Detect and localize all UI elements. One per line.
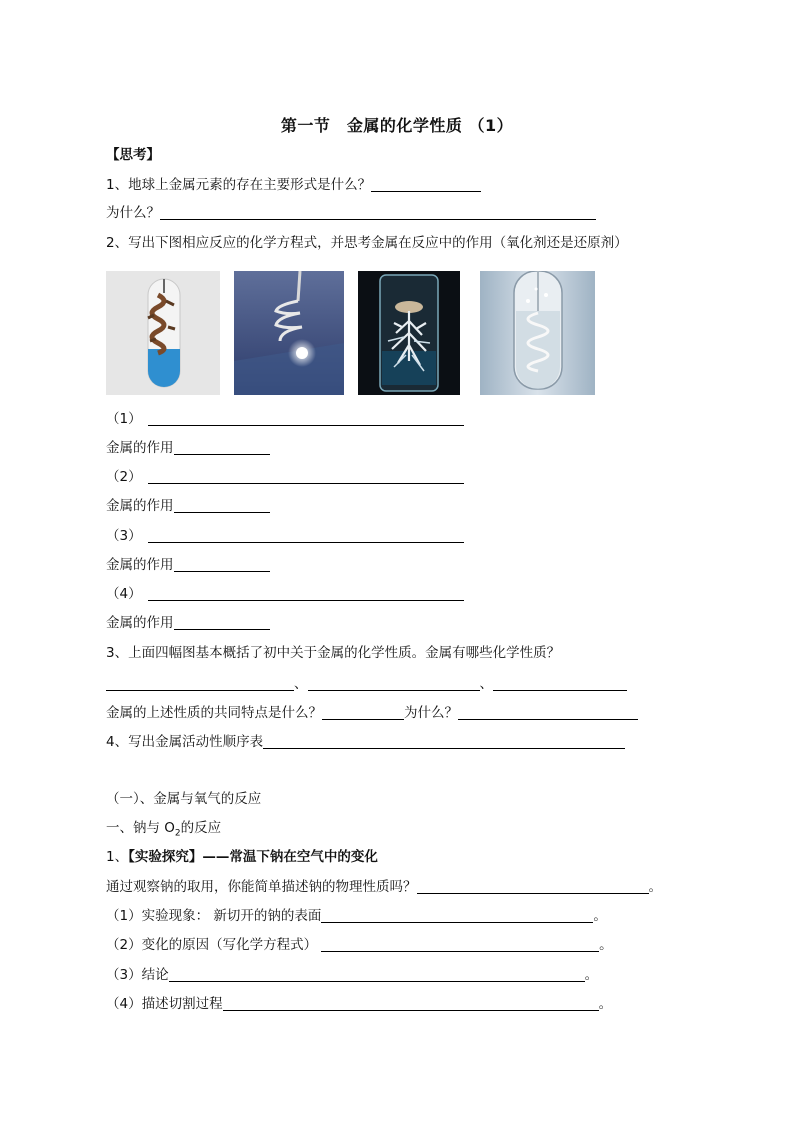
equation-blank[interactable] — [148, 528, 464, 543]
question-3: 3、上面四幅图基本概括了初中关于金属的化学性质。金属有哪些化学性质？ — [106, 645, 561, 661]
reaction-1 — [106, 410, 464, 428]
separator: 、 — [294, 676, 308, 692]
property-blank[interactable] — [106, 676, 294, 691]
equation-blank[interactable] — [148, 586, 464, 601]
page-title: 第一节 金属的化学性质 （1） — [280, 116, 514, 135]
observe-question — [106, 878, 662, 896]
exp-item-label: （3）结论 — [106, 967, 169, 983]
role-blank[interactable] — [174, 557, 270, 572]
answer-blank[interactable] — [223, 996, 599, 1011]
answer-blank[interactable] — [371, 177, 481, 192]
property-blank[interactable] — [308, 676, 480, 691]
role-blank[interactable] — [174, 498, 270, 513]
question-1 — [106, 176, 481, 194]
exp-item-label: （1）实验现象： 新切开的钠的表面 — [106, 908, 322, 924]
period: 。 — [599, 937, 613, 953]
period: 。 — [648, 879, 662, 895]
question-1-why — [106, 204, 596, 222]
reaction-4-role — [106, 614, 270, 632]
question-4-text: 4、写出金属活动性顺序表 — [106, 734, 264, 750]
reaction-number: （3） — [106, 528, 142, 544]
exp-item-2 — [106, 936, 613, 954]
equation-blank[interactable] — [148, 469, 464, 484]
exp-item-label: （2）变化的原因（写化学方程式） — [106, 937, 318, 953]
period: 。 — [593, 908, 607, 924]
metal-role-label: 金属的作用 — [106, 498, 174, 514]
exp-item-3 — [106, 966, 598, 984]
think-heading: 【思考】 — [106, 147, 160, 163]
experiment-heading — [106, 848, 378, 866]
answer-blank[interactable] — [321, 937, 599, 952]
subsection-heading — [106, 819, 221, 843]
property-blank[interactable] — [493, 676, 627, 691]
exp-item-1 — [106, 907, 607, 925]
metal-dendrite-crystal-photo — [358, 271, 460, 395]
subsection-prefix: 一、钠与 O — [106, 820, 175, 836]
why-text: 为什么？ — [404, 705, 458, 721]
reaction-number: （2） — [106, 469, 142, 485]
reaction-number: （1） — [106, 411, 142, 427]
period: 。 — [598, 996, 613, 1012]
reaction-2-role — [106, 497, 270, 515]
exp-item-label: （4）描述切割过程 — [106, 996, 223, 1012]
question-3-common — [106, 704, 638, 722]
answer-blank[interactable] — [263, 734, 625, 749]
answer-blank[interactable] — [169, 967, 585, 982]
question-4 — [106, 733, 625, 751]
role-blank[interactable] — [174, 615, 270, 630]
question-3-answers — [106, 675, 627, 693]
reaction-number: （4） — [106, 586, 142, 602]
reaction-4 — [106, 585, 464, 603]
reaction-3 — [106, 527, 464, 545]
observe-text: 通过观察钠的取用，你能简单描述钠的物理性质吗？ — [106, 879, 417, 895]
coil-in-test-tube-photo — [480, 271, 595, 395]
answer-blank[interactable] — [321, 908, 593, 923]
answer-blank[interactable] — [322, 705, 404, 720]
subscript-2: 2 — [174, 828, 181, 839]
separator: 、 — [479, 676, 493, 692]
experiment-prefix: 1、 — [106, 849, 129, 865]
common-feature-text: 金属的上述性质的共同特点是什么？ — [106, 705, 322, 721]
experiment-title: ——常温下钠在空气中的变化 — [202, 849, 378, 865]
exp-item-4 — [106, 995, 612, 1013]
period: 。 — [584, 967, 599, 983]
subsection-suffix: 的反应 — [180, 820, 222, 836]
section-heading: （一）、金属与氧气的反应 — [106, 791, 262, 807]
metal-role-label: 金属的作用 — [106, 557, 174, 573]
answer-blank[interactable] — [417, 879, 649, 894]
role-blank[interactable] — [174, 440, 270, 455]
copper-wire-in-solution-photo — [106, 271, 220, 395]
reaction-2 — [106, 468, 464, 486]
equation-blank[interactable] — [148, 411, 464, 426]
metal-role-label: 金属的作用 — [106, 440, 174, 456]
question-1-text: 1、地球上金属元素的存在主要形式是什么？ — [106, 177, 372, 193]
question-1-why-text: 为什么？ — [106, 205, 160, 221]
answer-blank[interactable] — [458, 705, 638, 720]
question-2: 2、写出下图相应反应的化学方程式，并思考金属在反应中的作用（氧化剂还是还原剂） — [106, 235, 628, 251]
reaction-1-role — [106, 439, 270, 457]
reaction-3-role — [106, 556, 270, 574]
experiment-bracket: 【实验探究】 — [128, 849, 203, 865]
metal-role-label: 金属的作用 — [106, 615, 174, 631]
metal-coil-burning-photo — [234, 271, 344, 395]
answer-blank[interactable] — [160, 205, 596, 220]
